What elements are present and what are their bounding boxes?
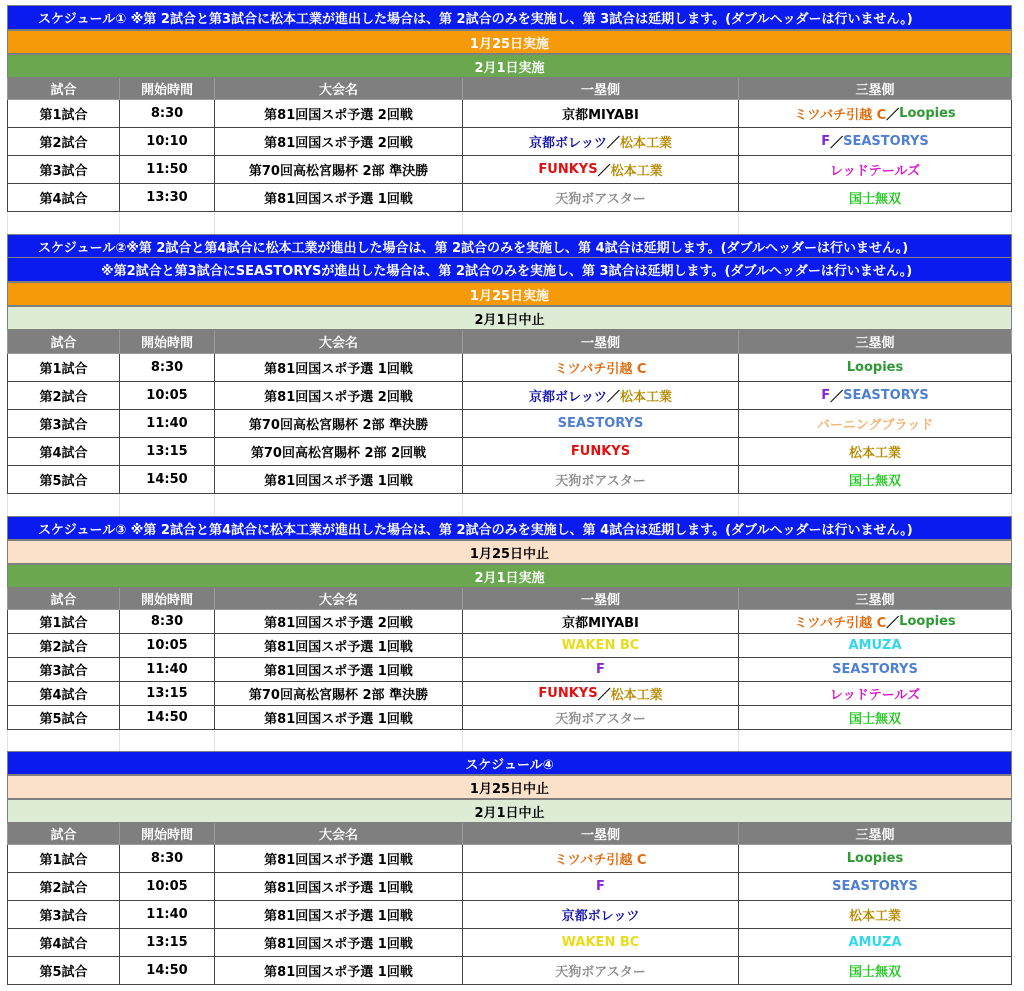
schedule-note: スケジュール③ ※第 2試合と第4試合に松本工業が進出した場合は、第 2試合のみを実施し、第 4試合は延期します。(ダブルヘッダーは行いません。) (7, 516, 1012, 540)
team-name: 松本工業 (610, 164, 663, 179)
first-base-cell (463, 610, 739, 634)
table-row (7, 658, 1012, 682)
table-row (7, 410, 1012, 438)
header-event: 大会名 (215, 588, 463, 610)
time-cell: 11:40 (120, 410, 215, 438)
table-row (7, 156, 1012, 184)
table-header (7, 330, 1012, 354)
team-name: SEASTORYS (843, 388, 929, 403)
third-base-cell (739, 128, 1012, 156)
spacer-cell (463, 494, 739, 516)
separator-text: ／ (597, 164, 611, 179)
day1-status: 1月25日実施 (7, 282, 1012, 306)
third-base-cell (739, 706, 1012, 730)
spacer-row (7, 494, 1012, 516)
game-cell: 第2試合 (7, 634, 120, 658)
header-first-base: 一塁側 (463, 330, 739, 354)
schedule-note: スケジュール① ※第 2試合と第3試合に松本工業が進出した場合は、第 2試合のみを実施し、第 3試合は延期します。(ダブルヘッダーは行いません。) (7, 5, 1012, 30)
game-cell: 第3試合 (7, 156, 120, 184)
spacer-row (7, 730, 1012, 751)
event-cell: 第70回高松宮賜杯 2部 2回戦 (215, 438, 463, 466)
header-first-base: 一塁側 (463, 823, 739, 845)
game-cell: 第2試合 (7, 873, 120, 901)
time-cell: 13:15 (120, 929, 215, 957)
event-cell: 第81回国スポ予選 2回戦 (215, 382, 463, 410)
header-game: 試合 (7, 330, 120, 354)
day2-status: 2月1日実施 (7, 564, 1012, 588)
team-name: 京都MIYABI (562, 108, 639, 123)
third-base-cell (739, 410, 1012, 438)
game-cell: 第1試合 (7, 845, 120, 873)
spacer-cell (7, 494, 120, 516)
game-cell: 第3試合 (7, 410, 120, 438)
team-name: ミツバチ引越 C (794, 616, 887, 631)
table-row (7, 184, 1012, 212)
game-cell: 第3試合 (7, 901, 120, 929)
team-name: 京都ボレッツ (561, 909, 640, 924)
team-name: Loopies (846, 851, 904, 866)
header-event: 大会名 (215, 823, 463, 845)
separator-text: ／ (886, 616, 900, 631)
team-name: F (821, 388, 831, 403)
first-base-cell (463, 706, 739, 730)
time-cell: 10:05 (120, 873, 215, 901)
spacer-cell (120, 494, 215, 516)
game-cell: 第5試合 (7, 466, 120, 494)
game-cell: 第5試合 (7, 706, 120, 730)
separator-text: ／ (597, 688, 611, 703)
day1-status: 1月25日中止 (7, 775, 1012, 799)
first-base-cell (463, 658, 739, 682)
first-base-cell (463, 156, 739, 184)
spacer-row (7, 212, 1012, 234)
first-base-cell (463, 845, 739, 873)
time-cell: 8:30 (120, 845, 215, 873)
team-name: 天狗ボアスター (555, 965, 646, 980)
third-base-cell (739, 156, 1012, 184)
time-cell: 14:50 (120, 706, 215, 730)
event-cell: 第81回国スポ予選 1回戦 (215, 957, 463, 985)
third-base-cell (739, 466, 1012, 494)
event-cell: 第70回高松宮賜杯 2部 準決勝 (215, 410, 463, 438)
third-base-cell (739, 184, 1012, 212)
first-base-cell (463, 184, 739, 212)
time-cell: 11:40 (120, 658, 215, 682)
first-base-cell (463, 100, 739, 128)
team-name: 松本工業 (619, 390, 672, 405)
spacer-cell (739, 494, 1012, 516)
team-name: レッドテールズ (829, 688, 921, 703)
game-cell: 第4試合 (7, 438, 120, 466)
header-third-base: 三塁側 (739, 78, 1012, 100)
day2-status: 2月1日実施 (7, 54, 1012, 78)
time-cell: 10:05 (120, 382, 215, 410)
team-name: SEASTORYS (843, 134, 929, 149)
header-third-base: 三塁側 (739, 330, 1012, 354)
event-cell: 第81回国スポ予選 2回戦 (215, 100, 463, 128)
event-cell: 第81回国スポ予選 1回戦 (215, 634, 463, 658)
header-event: 大会名 (215, 78, 463, 100)
team-name: 松本工業 (848, 446, 901, 461)
team-name: 天狗ボアスター (555, 474, 646, 489)
separator-text: ／ (886, 108, 900, 123)
time-cell: 14:50 (120, 957, 215, 985)
header-third-base: 三塁側 (739, 588, 1012, 610)
time-cell: 11:50 (120, 156, 215, 184)
spacer-cell (7, 730, 120, 751)
first-base-cell (463, 929, 739, 957)
team-name: Loopies (899, 614, 956, 629)
day1-status: 1月25日実施 (7, 30, 1012, 54)
third-base-cell (739, 929, 1012, 957)
time-cell: 10:05 (120, 634, 215, 658)
spacer-cell (215, 212, 463, 234)
team-name: 国士無双 (848, 474, 901, 489)
time-cell: 14:50 (120, 466, 215, 494)
separator-text: ／ (606, 390, 620, 405)
team-name: レッドテールズ (829, 164, 921, 179)
time-cell: 13:15 (120, 438, 215, 466)
event-cell: 第81回国スポ予選 1回戦 (215, 184, 463, 212)
table-row (7, 706, 1012, 730)
table-row (7, 382, 1012, 410)
first-base-cell (463, 634, 739, 658)
table-row (7, 634, 1012, 658)
first-base-cell (463, 382, 739, 410)
table-row (7, 901, 1012, 929)
header-time: 開始時間 (120, 330, 215, 354)
schedule-note: スケジュール④ (7, 751, 1012, 775)
event-cell: 第81回国スポ予選 1回戦 (215, 929, 463, 957)
time-cell: 11:40 (120, 901, 215, 929)
time-cell: 13:15 (120, 682, 215, 706)
spacer-cell (739, 730, 1012, 751)
header-game: 試合 (7, 78, 120, 100)
table-row (7, 929, 1012, 957)
table-row (7, 354, 1012, 382)
event-cell: 第81回国スポ予選 1回戦 (215, 873, 463, 901)
first-base-cell (463, 354, 739, 382)
header-time: 開始時間 (120, 823, 215, 845)
third-base-cell (739, 682, 1012, 706)
third-base-cell (739, 354, 1012, 382)
team-name: ミツバチ引越 C (554, 362, 647, 377)
game-cell: 第1試合 (7, 610, 120, 634)
team-name: FUNKYS (538, 162, 598, 177)
first-base-cell (463, 438, 739, 466)
separator-text: ／ (830, 390, 844, 405)
game-cell: 第1試合 (7, 354, 120, 382)
spacer-cell (739, 212, 1012, 234)
game-cell: 第4試合 (7, 682, 120, 706)
third-base-cell (739, 957, 1012, 985)
time-cell: 8:30 (120, 354, 215, 382)
team-name: 京都MIYABI (562, 616, 639, 631)
table-row (7, 610, 1012, 634)
day2-status: 2月1日中止 (7, 799, 1012, 823)
event-cell: 第81回国スポ予選 1回戦 (215, 845, 463, 873)
table-row (7, 873, 1012, 901)
team-name: SEASTORYS (832, 662, 918, 677)
team-name: WAKEN BC (561, 638, 640, 653)
team-name: F (596, 662, 605, 677)
event-cell: 第81回国スポ予選 2回戦 (215, 128, 463, 156)
third-base-cell (739, 873, 1012, 901)
game-cell: 第1試合 (7, 100, 120, 128)
team-name: FUNKYS (538, 686, 598, 701)
event-cell: 第81回国スポ予選 1回戦 (215, 706, 463, 730)
team-name: AMUZA (848, 638, 902, 653)
third-base-cell (739, 901, 1012, 929)
team-name: F (821, 134, 831, 149)
team-name: 国士無双 (848, 965, 901, 980)
table-row (7, 845, 1012, 873)
event-cell: 第81回国スポ予選 1回戦 (215, 901, 463, 929)
table-header (7, 823, 1012, 845)
third-base-cell (739, 382, 1012, 410)
team-name: ミツバチ引越 C (554, 853, 647, 868)
table-row (7, 957, 1012, 985)
spacer-cell (463, 730, 739, 751)
day2-status: 2月1日中止 (7, 306, 1012, 330)
game-cell: 第3試合 (7, 658, 120, 682)
spacer-cell (463, 212, 739, 234)
first-base-cell (463, 466, 739, 494)
third-base-cell (739, 845, 1012, 873)
first-base-cell (463, 957, 739, 985)
schedule-note: スケジュール②※第 2試合と第4試合に松本工業が進出した場合は、第 2試合のみを実施し、第 4試合は延期します。(ダブルヘッダーは行いません。) (7, 234, 1012, 258)
spacer-cell (120, 212, 215, 234)
time-cell: 8:30 (120, 610, 215, 634)
team-name: 天狗ボアスター (555, 712, 646, 727)
team-name: 京都ボレッツ (529, 136, 607, 151)
team-name: WAKEN BC (561, 935, 640, 950)
spacer-cell (7, 212, 120, 234)
team-name: 京都ボレッツ (529, 390, 607, 405)
header-first-base: 一塁側 (463, 78, 739, 100)
team-name: Loopies (846, 360, 904, 375)
team-name: SEASTORYS (557, 416, 644, 431)
header-time: 開始時間 (120, 588, 215, 610)
header-game: 試合 (7, 823, 120, 845)
header-first-base: 一塁側 (463, 588, 739, 610)
third-base-cell (739, 658, 1012, 682)
third-base-cell (739, 100, 1012, 128)
team-name: 松本工業 (610, 688, 663, 703)
table-row (7, 438, 1012, 466)
header-game: 試合 (7, 588, 120, 610)
game-cell: 第2試合 (7, 128, 120, 156)
team-name: バーニングブラッド (816, 418, 934, 433)
time-cell: 8:30 (120, 100, 215, 128)
third-base-cell (739, 438, 1012, 466)
schedule-note: ※第2試合と第3試合にSEASTORYSが進出した場合は、第 2試合のみを実施し、第 3試合は延期します。(ダブルヘッダーは行いません。) (7, 258, 1012, 282)
header-event: 大会名 (215, 330, 463, 354)
team-name: AMUZA (848, 935, 902, 950)
event-cell: 第81回国スポ予選 2回戦 (215, 610, 463, 634)
third-base-cell (739, 610, 1012, 634)
header-time: 開始時間 (120, 78, 215, 100)
table-header (7, 78, 1012, 100)
event-cell: 第81回国スポ予選 1回戦 (215, 466, 463, 494)
spacer-cell (215, 494, 463, 516)
team-name: FUNKYS (570, 444, 631, 459)
table-row (7, 682, 1012, 706)
first-base-cell (463, 901, 739, 929)
team-name: 国士無双 (848, 192, 901, 207)
spacer-cell (120, 730, 215, 751)
separator-text: ／ (830, 136, 844, 151)
time-cell: 13:30 (120, 184, 215, 212)
game-cell: 第5試合 (7, 957, 120, 985)
table-row (7, 100, 1012, 128)
first-base-cell (463, 873, 739, 901)
game-cell: 第4試合 (7, 929, 120, 957)
separator-text: ／ (606, 136, 620, 151)
event-cell: 第70回高松宮賜杯 2部 準決勝 (215, 682, 463, 706)
event-cell: 第81回国スポ予選 1回戦 (215, 354, 463, 382)
team-name: 国士無双 (848, 712, 901, 727)
day1-status: 1月25日中止 (7, 540, 1012, 564)
team-name: F (596, 879, 605, 894)
event-cell: 第81回国スポ予選 1回戦 (215, 658, 463, 682)
game-cell: 第4試合 (7, 184, 120, 212)
header-third-base: 三塁側 (739, 823, 1012, 845)
team-name: 松本工業 (619, 136, 672, 151)
team-name: Loopies (899, 106, 956, 121)
third-base-cell (739, 634, 1012, 658)
first-base-cell (463, 410, 739, 438)
first-base-cell (463, 128, 739, 156)
table-row (7, 466, 1012, 494)
game-cell: 第2試合 (7, 382, 120, 410)
team-name: 天狗ボアスター (555, 192, 646, 207)
time-cell: 10:10 (120, 128, 215, 156)
team-name: 松本工業 (848, 909, 901, 924)
team-name: SEASTORYS (832, 879, 918, 894)
spacer-cell (215, 730, 463, 751)
table-header (7, 588, 1012, 610)
team-name: ミツバチ引越 C (794, 108, 887, 123)
table-row (7, 128, 1012, 156)
event-cell: 第70回高松宮賜杯 2部 準決勝 (215, 156, 463, 184)
first-base-cell (463, 682, 739, 706)
